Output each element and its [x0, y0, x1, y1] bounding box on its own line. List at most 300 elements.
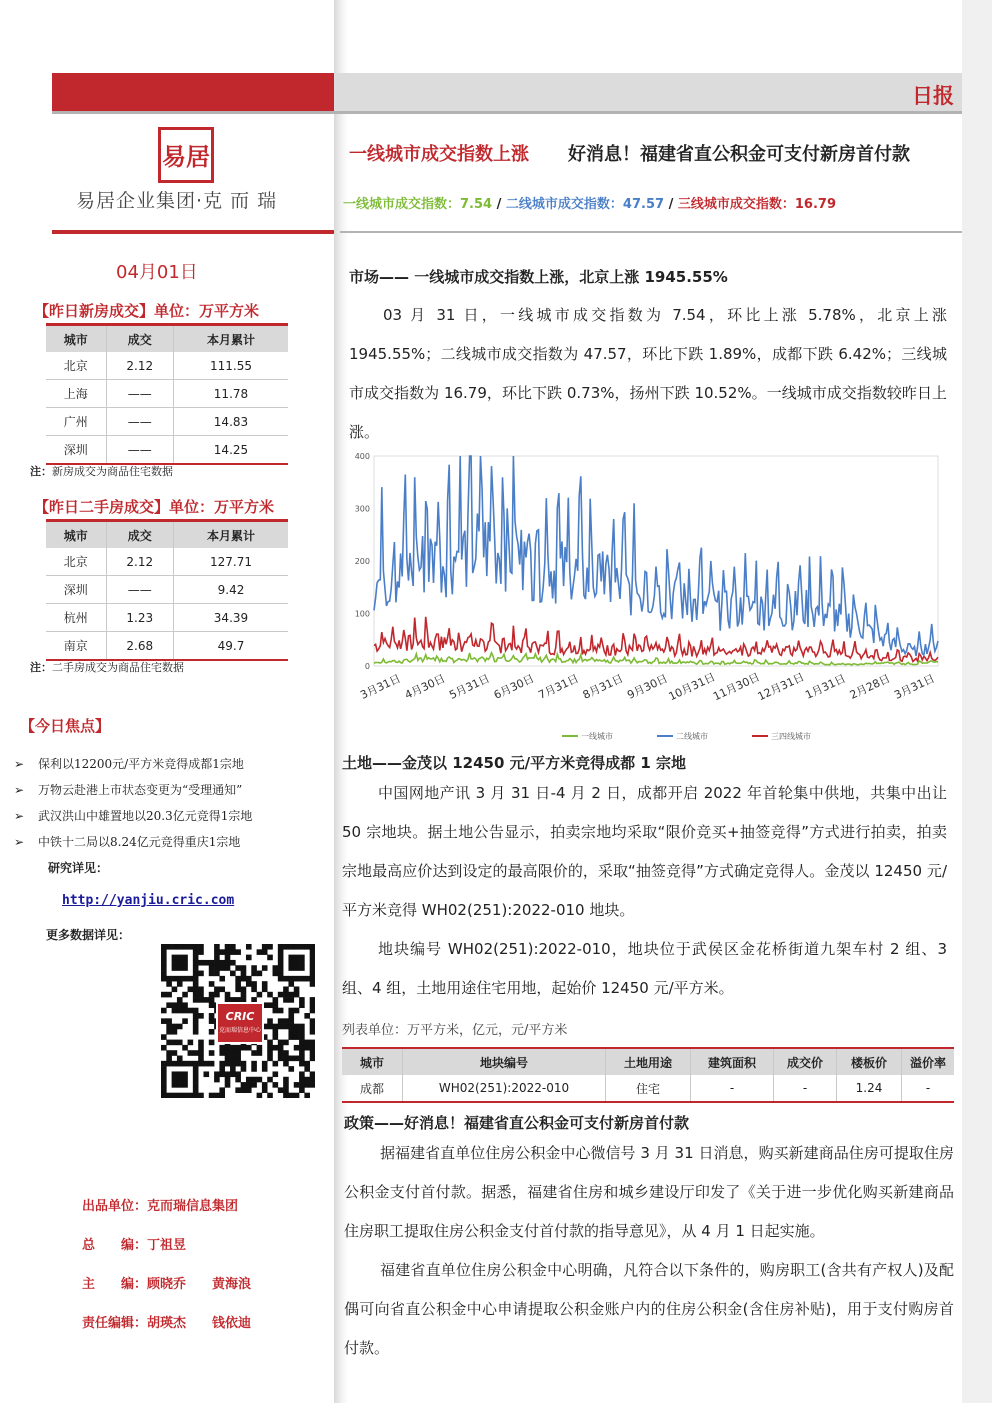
x-tick-label: 5月31日 — [447, 671, 492, 702]
table-cell: 北京 — [46, 548, 106, 576]
qr-module — [203, 997, 209, 1003]
qr-center-text: CRIC — [225, 1010, 255, 1023]
qr-module — [278, 971, 284, 977]
qr-module — [283, 1040, 289, 1046]
qr-module — [251, 1061, 257, 1067]
x-tick-label: 9月30日 — [625, 671, 670, 702]
qr-module — [257, 992, 263, 998]
x-tick-label: 12月31日 — [755, 670, 807, 704]
qr-module — [166, 976, 172, 982]
qr-module — [161, 976, 167, 982]
qr-module — [310, 981, 315, 987]
qr-module — [166, 1056, 172, 1062]
qr-module — [273, 1061, 279, 1067]
qr-module — [310, 1082, 315, 1088]
qr-module — [267, 1093, 273, 1098]
qr-module — [299, 944, 305, 950]
qr-module — [310, 1029, 315, 1035]
report-type-label: 日报 — [912, 84, 954, 108]
qr-module — [161, 1066, 167, 1072]
qr-module — [161, 1087, 167, 1093]
qr-module — [209, 992, 215, 998]
qr-module — [283, 944, 289, 950]
credit-value: 丁祖昱 — [147, 1238, 187, 1253]
qr-module — [209, 1018, 215, 1024]
table-row — [46, 604, 288, 632]
qr-module — [193, 986, 199, 992]
arrow-bullet-icon: ➢ — [14, 757, 25, 771]
note-text: 二手房成交为商品住宅数据 — [52, 661, 184, 674]
qr-module — [193, 1071, 199, 1077]
qr-module — [246, 1082, 252, 1088]
qr-module — [193, 1087, 199, 1093]
second-house-title: 【昨日二手房成交】单位：万平方米 — [34, 498, 275, 516]
table-header: 成交 — [106, 521, 173, 549]
note-label: 注： — [30, 465, 52, 478]
qr-module — [172, 986, 178, 992]
qr-module — [310, 944, 315, 950]
qr-module — [283, 1082, 289, 1088]
qr-module — [294, 955, 300, 961]
x-tick-label: 3月31日 — [892, 671, 937, 702]
table-row — [46, 408, 288, 436]
qr-module — [177, 1040, 183, 1046]
qr-module — [209, 1002, 215, 1008]
report-date: 04月01日 — [116, 262, 198, 283]
y-tick-label: 200 — [354, 557, 370, 566]
credit-label: 主 编： — [82, 1277, 148, 1292]
qr-module — [294, 1034, 300, 1040]
table-cell: 2.12 — [106, 548, 173, 576]
qr-module — [288, 1066, 294, 1072]
qr-module — [288, 965, 294, 971]
qr-module — [193, 949, 199, 955]
qr-module — [214, 960, 220, 966]
table-cell: 深圳 — [46, 436, 106, 465]
qr-module — [304, 1077, 310, 1083]
qr-module — [278, 955, 284, 961]
header-rule — [52, 111, 962, 114]
qr-module — [278, 944, 284, 950]
qr-module — [182, 955, 188, 961]
qr-module — [278, 1045, 284, 1051]
qr-module — [288, 1029, 294, 1035]
qr-module — [225, 1082, 231, 1088]
qr-module — [262, 1061, 268, 1067]
qr-module — [278, 1087, 284, 1093]
table-cell: 49.7 — [173, 632, 288, 661]
qr-module — [299, 1024, 305, 1030]
qr-module — [182, 1002, 188, 1008]
qr-module — [283, 1093, 289, 1098]
qr-module — [182, 1071, 188, 1077]
qr-module — [193, 981, 199, 987]
qr-module — [182, 1008, 188, 1014]
qr-module — [166, 944, 172, 950]
qr-module — [267, 1040, 273, 1046]
qr-module — [299, 1029, 305, 1035]
qr-module — [193, 992, 199, 998]
qr-module — [161, 1093, 167, 1098]
table-cell: 1.23 — [106, 604, 173, 632]
qr-module — [225, 1050, 231, 1056]
y-tick-label: 100 — [354, 609, 370, 619]
y-tick-label: 400 — [354, 452, 370, 461]
qr-module — [246, 944, 252, 950]
qr-module — [304, 1061, 310, 1067]
qr-module — [294, 992, 300, 998]
qr-module — [166, 992, 172, 998]
arrow-bullet-icon: ➢ — [14, 783, 25, 797]
qr-module — [182, 976, 188, 982]
qr-module — [283, 986, 289, 992]
qr-module — [262, 1066, 268, 1072]
qr-module — [246, 981, 252, 987]
qr-module — [172, 1077, 178, 1083]
qr-module — [188, 1093, 194, 1098]
table-cell: —— — [106, 436, 173, 465]
arrow-bullet-icon: ➢ — [14, 809, 25, 823]
qr-module — [182, 992, 188, 998]
tier2-label: 二线城市成交指数： — [505, 197, 623, 212]
land-text-1: 中国网地产讯 3 月 31 日-4 月 2 日，成都开启 2022 年首轮集中供地，共集中出让 50 宗地块。据土地公告显示，拍卖宗地均采取“限价竞买+抽签竞得”方式进行拍卖，拍卖宗地最高应价达到设定的最高限价的，采取“抽签竞得”方式确定竞得人。金茂以 12450 元/平方米竞得 WH02(251):2022-010 地块。 — [342, 784, 947, 919]
qr-module — [288, 944, 294, 950]
qr-module — [283, 1018, 289, 1024]
credit-chief-editor — [82, 1234, 186, 1253]
qr-module — [193, 1082, 199, 1088]
qr-module — [214, 986, 220, 992]
qr-module — [198, 997, 204, 1003]
qr-module — [262, 965, 268, 971]
focus-item[interactable] — [14, 833, 240, 850]
tier3-label: 三线城市成交指数： — [677, 197, 795, 212]
qr-module — [209, 1061, 215, 1067]
qr-module — [299, 1087, 305, 1093]
tier2-value: 47.57 — [622, 197, 665, 212]
qr-module — [283, 1087, 289, 1093]
table-cell: 11.78 — [173, 380, 288, 408]
qr-module — [278, 949, 284, 955]
qr-module — [219, 1093, 225, 1098]
qr-module — [310, 971, 315, 977]
table-row — [46, 632, 288, 661]
tier-index-chart — [340, 446, 946, 744]
qr-module — [310, 1040, 315, 1046]
qr-module — [278, 1050, 284, 1056]
qr-module — [283, 976, 289, 982]
qr-module — [267, 992, 273, 998]
qr-module — [230, 960, 236, 966]
qr-module — [198, 1093, 204, 1098]
qr-module — [257, 971, 263, 977]
qr-module — [182, 1018, 188, 1024]
qr-module — [193, 1093, 199, 1098]
qr-module — [294, 960, 300, 966]
table-cell: 上海 — [46, 380, 106, 408]
qr-module — [294, 1082, 300, 1088]
qr-module — [235, 949, 241, 955]
qr-module — [214, 971, 220, 977]
qr-module — [172, 1024, 178, 1030]
qr-module — [209, 997, 215, 1003]
credit-publisher — [82, 1195, 238, 1214]
qr-module — [310, 976, 315, 982]
qr-module — [198, 1040, 204, 1046]
qr-module — [188, 1050, 194, 1056]
qr-module — [230, 971, 236, 977]
qr-module — [299, 1056, 305, 1062]
qr-module — [241, 976, 247, 982]
qr-module — [177, 1082, 183, 1088]
table-header: 地块编号 — [403, 1048, 606, 1075]
qr-module — [267, 1077, 273, 1083]
policy-text-1: 据福建省直单位住房公积金中心微信号 3 月 31 日消息，购买新建商品住房可提取住房公积金支付首付款。据悉，福建省住房和城乡建设厅印发了《关于进一步优化购买新建商品住房职工提取住房公积金支付首付款的指导意见》，从 4 月 1 日起实施。 — [344, 1144, 954, 1240]
qr-module — [235, 976, 241, 982]
qr-module — [278, 1040, 284, 1046]
qr-module — [193, 1029, 199, 1035]
qr-module — [267, 1018, 273, 1024]
second-house-table — [46, 519, 288, 661]
land-text-2: 地块编号 WH02(251):2022-010，地块位于武侯区金花桥街道九架车村 2 组、3 组、4 组，土地用途住宅用地，起始价 12450 元/平方米。 — [342, 940, 947, 997]
qr-module — [209, 1040, 215, 1046]
qr-module — [251, 981, 257, 987]
qr-module — [166, 1050, 172, 1056]
qr-module — [177, 1056, 183, 1062]
qr-module — [241, 1087, 247, 1093]
table-header: 成交 — [106, 325, 173, 353]
qr-module — [235, 1071, 241, 1077]
qr-module — [299, 1082, 305, 1088]
qr-module — [214, 1077, 220, 1083]
qr-module — [294, 986, 300, 992]
tier3-value: 16.79 — [794, 197, 836, 212]
qr-module — [193, 997, 199, 1003]
table-row — [46, 352, 288, 380]
qr-module — [267, 944, 273, 950]
qr-module — [198, 1013, 204, 1019]
table-cell: 127.71 — [173, 548, 288, 576]
qr-module — [251, 1066, 257, 1072]
market-paragraph — [349, 296, 947, 452]
qr-module — [294, 1045, 300, 1051]
qr-module — [278, 960, 284, 966]
policy-paragraphs — [344, 1134, 954, 1368]
qr-module — [230, 1056, 236, 1062]
qr-module — [203, 1061, 209, 1067]
qr-module — [294, 976, 300, 982]
focus-item[interactable] — [14, 755, 244, 772]
table-header: 城市 — [342, 1048, 403, 1075]
table-header: 溢价率 — [902, 1048, 955, 1075]
qr-module — [241, 992, 247, 998]
qr-module — [310, 1077, 315, 1083]
qr-module — [209, 981, 215, 987]
qr-module — [198, 944, 204, 950]
legend-label: 一线城市 — [581, 732, 613, 741]
qr-module — [203, 1071, 209, 1077]
index-separator: / — [492, 197, 506, 212]
qr-module — [283, 1050, 289, 1056]
qr-module — [262, 1082, 268, 1088]
qr-module — [182, 1093, 188, 1098]
qr-module — [182, 1061, 188, 1067]
qr-module — [304, 976, 310, 982]
qr-module — [182, 960, 188, 966]
qr-module — [288, 981, 294, 987]
qr-module — [198, 1050, 204, 1056]
qr-module — [294, 944, 300, 950]
qr-module — [161, 971, 167, 977]
qr-module — [225, 949, 231, 955]
x-tick-label: 6月30日 — [491, 671, 537, 702]
qr-module — [304, 1045, 310, 1051]
qr-module — [161, 1018, 167, 1024]
index-separator: / — [664, 197, 678, 212]
qr-module — [310, 1056, 315, 1062]
qr-module — [209, 1093, 215, 1098]
x-tick-label: 2月28日 — [847, 671, 893, 702]
qr-module — [299, 1071, 305, 1077]
land-table — [342, 1047, 954, 1103]
focus-item[interactable] — [14, 781, 242, 798]
qr-module — [188, 1040, 194, 1046]
qr-module — [310, 1050, 315, 1056]
qr-module — [241, 965, 247, 971]
qr-module — [230, 1071, 236, 1077]
qr-module — [219, 1050, 225, 1056]
qr-module — [299, 1077, 305, 1083]
qr-module — [182, 965, 188, 971]
qr-module — [193, 1018, 199, 1024]
qr-module — [299, 965, 305, 971]
qr-module — [230, 949, 236, 955]
table-cell: 14.25 — [173, 436, 288, 465]
qr-module — [310, 1024, 315, 1030]
qr-module — [310, 960, 315, 966]
qr-module — [257, 949, 263, 955]
table-cell: 住宅 — [606, 1075, 691, 1102]
qr-module — [161, 1008, 167, 1014]
qr-module — [288, 1018, 294, 1024]
qr-module — [225, 1077, 231, 1083]
focus-item[interactable] — [14, 807, 252, 824]
qr-module — [304, 1093, 310, 1098]
qr-module — [209, 960, 215, 966]
qr-module — [310, 1071, 315, 1077]
table-header: 建筑面积 — [691, 1048, 774, 1075]
qr-module — [193, 1077, 199, 1083]
qr-module — [219, 1061, 225, 1067]
tier1-label: 一线城市成交指数： — [343, 197, 461, 212]
qr-module — [188, 1008, 194, 1014]
qr-module — [214, 949, 220, 955]
table-header: 城市 — [46, 325, 106, 353]
table-cell: - — [902, 1075, 955, 1102]
market-text: 03 月 31 日，一线城市成交指数为 7.54，环比上涨 5.78%，北京上涨 1945.55%；二线城市成交指数为 47.57，环比下跌 1.89%，成都下跌 6.42%；三线城市成交指数为 16.79，环比下跌 0.73%，扬州下跌 10.52%。一线城市成交指数较昨日上涨。 — [349, 306, 947, 441]
note-label: 注： — [30, 661, 52, 674]
logo-divider — [52, 230, 334, 234]
qr-module — [177, 944, 183, 950]
new-house-note — [30, 463, 173, 479]
qr-module — [172, 1093, 178, 1098]
table-cell: 1.24 — [837, 1075, 902, 1102]
legend-label: 二线城市 — [676, 732, 708, 741]
qr-module — [214, 944, 220, 950]
headline-market: 一线城市成交指数上涨 — [349, 144, 529, 165]
qr-module — [214, 1093, 220, 1098]
table-cell: 14.83 — [173, 408, 288, 436]
x-tick-label: 3月31日 — [358, 671, 403, 702]
qr-code-icon[interactable] — [161, 944, 315, 1098]
qr-module — [273, 1045, 279, 1051]
qr-module — [172, 1040, 178, 1046]
qr-module — [278, 976, 284, 982]
credit-label: 责任编辑： — [82, 1316, 148, 1331]
land-table-unit: 列表单位：万平方米，亿元，元/平方米 — [342, 1023, 568, 1038]
qr-module — [198, 986, 204, 992]
qr-module — [294, 1024, 300, 1030]
table-cell: —— — [106, 380, 173, 408]
qr-module — [214, 955, 220, 961]
qr-module — [166, 1002, 172, 1008]
qr-module — [193, 971, 199, 977]
qr-module — [257, 1050, 263, 1056]
qr-module — [278, 992, 284, 998]
qr-module — [235, 981, 241, 987]
qr-module — [161, 1034, 167, 1040]
qr-module — [288, 1056, 294, 1062]
qr-module — [161, 992, 167, 998]
qr-module — [177, 965, 183, 971]
qr-module — [262, 981, 268, 987]
qr-module — [304, 1040, 310, 1046]
qr-module — [304, 1082, 310, 1088]
qr-module — [198, 960, 204, 966]
arrow-bullet-icon: ➢ — [14, 835, 25, 849]
qr-module — [262, 944, 268, 950]
header-red-band — [52, 73, 334, 111]
qr-module — [246, 976, 252, 982]
qr-module — [288, 1034, 294, 1040]
company-name: 易居企业集团·克 而 瑞 — [76, 190, 278, 212]
qr-module — [166, 1024, 172, 1030]
qr-module — [230, 1066, 236, 1072]
qr-module — [310, 965, 315, 971]
qr-module — [219, 965, 225, 971]
qr-module — [225, 1045, 231, 1051]
table-row — [342, 1075, 954, 1102]
qr-module — [262, 949, 268, 955]
qr-module — [251, 1077, 257, 1083]
qr-module — [241, 1045, 247, 1051]
table-cell: 成都 — [342, 1075, 403, 1102]
qr-module — [278, 965, 284, 971]
x-tick-label: 10月31日 — [666, 670, 718, 704]
qr-module — [166, 1093, 172, 1098]
credit-editor — [82, 1273, 251, 1292]
qr-module — [193, 944, 199, 950]
qr-module — [283, 1077, 289, 1083]
qr-module — [288, 1013, 294, 1019]
table-cell: 34.39 — [173, 604, 288, 632]
research-link[interactable]: http://yanjiu.cric.com — [62, 893, 235, 908]
table-cell: 南京 — [46, 632, 106, 661]
qr-module — [246, 1077, 252, 1083]
qr-module — [235, 1050, 241, 1056]
qr-module — [288, 1008, 294, 1014]
qr-module — [209, 1029, 215, 1035]
index-summary — [343, 193, 836, 212]
